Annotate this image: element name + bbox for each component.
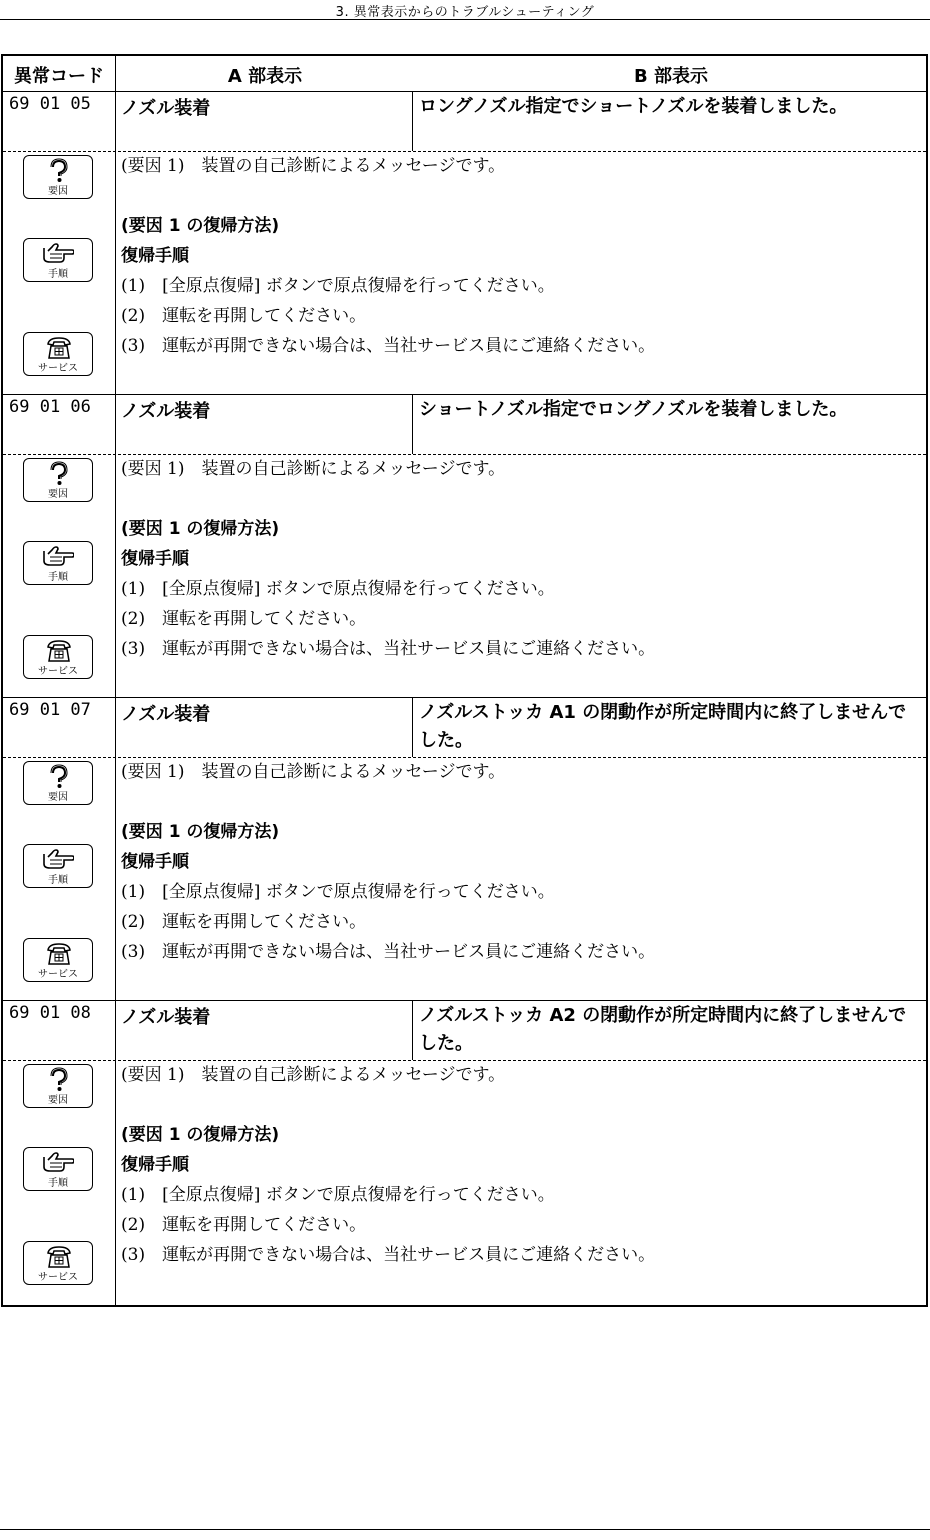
a-display: ノズル装着 — [121, 1007, 211, 1028]
steps-title: 復帰手順 — [121, 246, 189, 266]
cause-text: (要因 1) 装置の自己診断によるメッセージです。 — [121, 1065, 506, 1085]
steps-title: 復帰手順 — [121, 852, 189, 872]
step-item: (2) 運転を再開してください。 — [121, 1215, 367, 1235]
remedy-block — [121, 1060, 921, 1270]
telephone-icon — [23, 332, 93, 376]
b-display: ノズルストッカ A1 の閉動作が所定時間内に終了しませんでした。 — [419, 702, 907, 751]
b-display: ロングノズル指定でショートノズルを装着しました。 — [419, 96, 848, 117]
error-code: 69 01 07 — [9, 700, 91, 720]
procedure-icon-label: 手順 — [48, 269, 68, 280]
steps-title: 復帰手順 — [121, 549, 189, 569]
remedy-block — [121, 151, 921, 361]
code-column-divider — [115, 56, 116, 1307]
b-display: ノズルストッカ A2 の閉動作が所定時間内に終了しませんでした。 — [419, 1005, 907, 1054]
recovery-title: (要因 1 の復帰方法) — [121, 822, 280, 842]
a-b-divider — [412, 91, 413, 151]
recovery-title: (要因 1 の復帰方法) — [121, 519, 280, 539]
error-code: 69 01 06 — [9, 397, 91, 417]
telephone-icon — [23, 635, 93, 679]
a-display: ノズル装着 — [121, 401, 211, 422]
step-item: (2) 運転を再開してください。 — [121, 306, 367, 326]
step-item: (1) [全原点復帰] ボタンで原点復帰を行ってください。 — [121, 1185, 555, 1205]
error-code: 69 01 08 — [9, 1003, 91, 1023]
error-code-table — [1, 54, 928, 1307]
step-item: (1) [全原点復帰] ボタンで原点復帰を行ってください。 — [121, 276, 555, 296]
recovery-title: (要因 1 の復帰方法) — [121, 216, 280, 236]
cause-icon — [23, 761, 93, 805]
remedy-block — [121, 454, 921, 664]
steps-title: 復帰手順 — [121, 1155, 189, 1175]
service-icon-label: サービス — [38, 969, 78, 980]
cause-icon — [23, 1064, 93, 1108]
procedure-icon-label: 手順 — [48, 1178, 68, 1189]
step-item: (2) 運転を再開してください。 — [121, 609, 367, 629]
step-item: (3) 運転が再開できない場合は、当社サービス員にご連絡ください。 — [121, 942, 656, 962]
remedy-block — [121, 757, 921, 967]
recovery-title: (要因 1 の復帰方法) — [121, 1125, 280, 1145]
column-header-code: 異常コード — [14, 66, 104, 87]
cause-icon-label: 要因 — [48, 186, 68, 197]
cause-text: (要因 1) 装置の自己診断によるメッセージです。 — [121, 762, 506, 782]
cause-text: (要因 1) 装置の自己診断によるメッセージです。 — [121, 459, 506, 479]
a-display: ノズル装着 — [121, 98, 211, 119]
entry-divider — [3, 1000, 926, 1001]
header-divider — [3, 91, 926, 92]
a-display: ノズル装着 — [121, 704, 211, 725]
a-b-divider — [412, 1000, 413, 1060]
procedure-icon — [23, 238, 93, 282]
procedure-icon — [23, 541, 93, 585]
error-code: 69 01 05 — [9, 94, 91, 114]
page-header — [0, 0, 930, 20]
cause-icon-label: 要因 — [48, 489, 68, 500]
step-item: (3) 運転が再開できない場合は、当社サービス員にご連絡ください。 — [121, 1245, 656, 1265]
procedure-icon-label: 手順 — [48, 572, 68, 583]
b-display: ショートノズル指定でロングノズルを装着しました。 — [419, 399, 848, 420]
column-header-b: B 部表示 — [634, 66, 708, 87]
procedure-icon — [23, 1147, 93, 1191]
telephone-icon — [23, 1241, 93, 1285]
step-item: (3) 運転が再開できない場合は、当社サービス員にご連絡ください。 — [121, 639, 656, 659]
telephone-icon — [23, 938, 93, 982]
a-b-divider — [412, 394, 413, 454]
service-icon-label: サービス — [38, 1272, 78, 1283]
service-icon-label: サービス — [38, 363, 78, 374]
cause-text: (要因 1) 装置の自己診断によるメッセージです。 — [121, 156, 506, 176]
procedure-icon — [23, 844, 93, 888]
column-header-a: A 部表示 — [227, 66, 303, 87]
header-rule — [0, 19, 930, 20]
step-item: (1) [全原点復帰] ボタンで原点復帰を行ってください。 — [121, 882, 555, 902]
page-header-title: 3. 異常表示からのトラブルシューティング — [335, 5, 595, 20]
cause-icon — [23, 458, 93, 502]
step-item: (2) 運転を再開してください。 — [121, 912, 367, 932]
cause-icon-label: 要因 — [48, 1095, 68, 1106]
step-item: (1) [全原点復帰] ボタンで原点復帰を行ってください。 — [121, 579, 555, 599]
a-b-divider — [412, 697, 413, 757]
cause-icon — [23, 155, 93, 199]
service-icon-label: サービス — [38, 666, 78, 677]
entry-divider — [3, 697, 926, 698]
cause-icon-label: 要因 — [48, 792, 68, 803]
procedure-icon-label: 手順 — [48, 875, 68, 886]
footer-rule — [0, 1529, 930, 1530]
entry-divider — [3, 394, 926, 395]
step-item: (3) 運転が再開できない場合は、当社サービス員にご連絡ください。 — [121, 336, 656, 356]
